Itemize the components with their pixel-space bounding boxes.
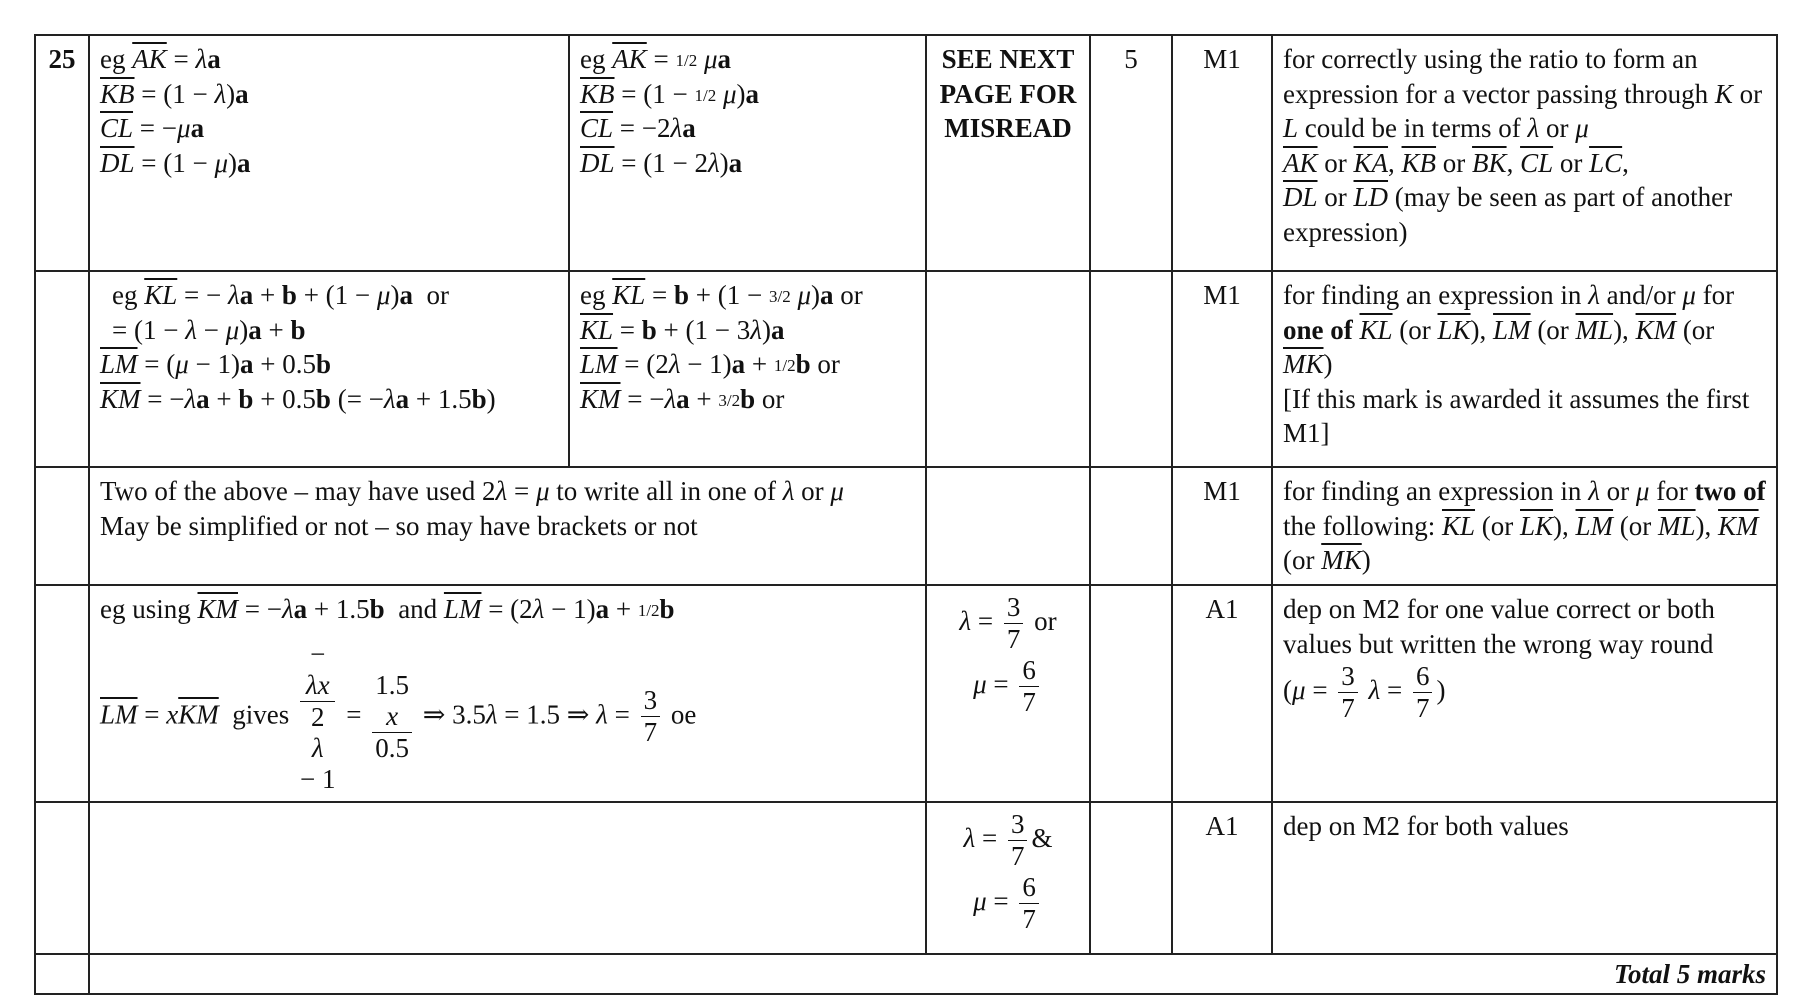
mark-code: M1 bbox=[1172, 467, 1272, 585]
working-method-1: eg $\overline{AK} = \lambda a$ $\overline{KB} = (1 - \lambda)a$ $\overline{CL} = -\mu a$ $\overline{DL} = (1 - \mu)a$ bbox=[89, 35, 569, 271]
working-combined: eg using $\overline{KM} = -\lambda a + 1.5b$ and $\overline{LM} = (2\lambda - 1)a + 1/2b$ $\overline{LM} = x\overline{KM}$ gives − λx 2 λ − 1 = 1.5 x 0.5 ⇒ 3.5λ = 1.5 ⇒ λ = $\frac{3}{7}$ oe bbox=[89, 585, 926, 802]
marks-total: 5 bbox=[1090, 35, 1172, 271]
marks-empty bbox=[1090, 802, 1172, 954]
marks-empty bbox=[1090, 271, 1172, 467]
answer: λ = $\frac{3}{7}$ or μ = $\frac{6}{7}$ bbox=[926, 585, 1090, 802]
working-empty bbox=[89, 802, 926, 954]
mark-code: M1 bbox=[1172, 35, 1272, 271]
working-note: May be simplified or not – so may have brackets or not bbox=[100, 510, 698, 541]
question-number-empty bbox=[35, 467, 89, 585]
mark-code: A1 bbox=[1172, 585, 1272, 802]
question-number-empty bbox=[35, 585, 89, 802]
row-3 bbox=[35, 467, 1777, 585]
marks-empty bbox=[1090, 467, 1172, 585]
working-method-2: eg $\overline{KL} = b + (1 - 3/2$ μ)a or $\overline{KL} = b + (1 - 3\lambda)a$ $\overline{LM} = (2\lambda - 1)a + 1/2b$ or $\overline{KM} = -\lambda a + 3/2b$ or bbox=[569, 271, 926, 467]
marks-empty bbox=[1090, 585, 1172, 802]
working-method-1: eg $\overline{KL}$ = − λa + b + (1 − μ)a or = (1 − λ − μ)a + b $\overline{LM} = (\mu - 1)a + 0.5b$ $\overline{KM} = -\lambda a + b + 0.5b$ (= −λa + 1.5b) bbox=[89, 271, 569, 467]
misread-note: SEE NEXT PAGE FOR MISREAD bbox=[926, 35, 1090, 271]
row-5 bbox=[35, 802, 1777, 954]
answer: λ = $\frac{3}{7}$ & μ = $\frac{6}{7}$ bbox=[926, 802, 1090, 954]
guidance: for finding an expression in λ or μ for two of the following: $\overline{KL}$ (or $\overline{LK}$), $\overline{LM}$ (or $\overline{ML}$), $\overline{KM}$ (or $\overline{MK}$) bbox=[1272, 467, 1777, 585]
total-marks: Total 5 marks bbox=[89, 954, 1777, 995]
mark-code: A1 bbox=[1172, 802, 1272, 954]
row-4 bbox=[35, 585, 1777, 802]
guidance: for finding an expression in λ and/or μ for one of $\overline{KL}$ (or $\overline{LK}$), $\overline{LM}$ (or $\overline{ML}$), $\overline{KM}$ (or $\overline{MK}$) [If this mark is awarded it assumes the first M1] bbox=[1272, 271, 1777, 467]
row-2 bbox=[35, 271, 1777, 467]
answer-empty bbox=[926, 467, 1090, 585]
question-number-empty bbox=[35, 271, 89, 467]
answer-empty bbox=[926, 271, 1090, 467]
guidance: dep on M2 for one value correct or both values but written the wrong way round (μ = $\frac{3}{7}$ λ = $\frac{6}{7}$ ) bbox=[1272, 585, 1777, 802]
mark-scheme-table bbox=[34, 34, 1778, 995]
working-combined: Two of the above – may have used 2λ = μ to write all in one of λ or μ May be simplified or not – so may have brackets or not bbox=[89, 467, 926, 585]
row-1 bbox=[35, 35, 1777, 271]
question-number-empty bbox=[35, 802, 89, 954]
guidance: for correctly using the ratio to form an expression for a vector passing through K or L could be in terms of λ or μ $\overline{AK}$ or $\overline{KA}$, $\overline{KB}$ or $\overline{BK}$, $\overline{CL}$ or $\overline{LC}$, $\overline{DL}$ or $\overline{LD}$ (may be seen as part of another expression) bbox=[1272, 35, 1777, 271]
row-total bbox=[35, 954, 1777, 995]
mark-code: M1 bbox=[1172, 271, 1272, 467]
guidance: dep on M2 for both values bbox=[1272, 802, 1777, 954]
question-number: 25 bbox=[35, 35, 89, 271]
working-method-2: eg $\overline{AK} = 1/2$ μa $\overline{KB} = (1 - 1/2$ μ)a $\overline{CL} = -2\lambda a$ $\overline{DL} = (1 - 2\lambda)a$ bbox=[569, 35, 926, 271]
question-number-empty bbox=[35, 954, 89, 995]
